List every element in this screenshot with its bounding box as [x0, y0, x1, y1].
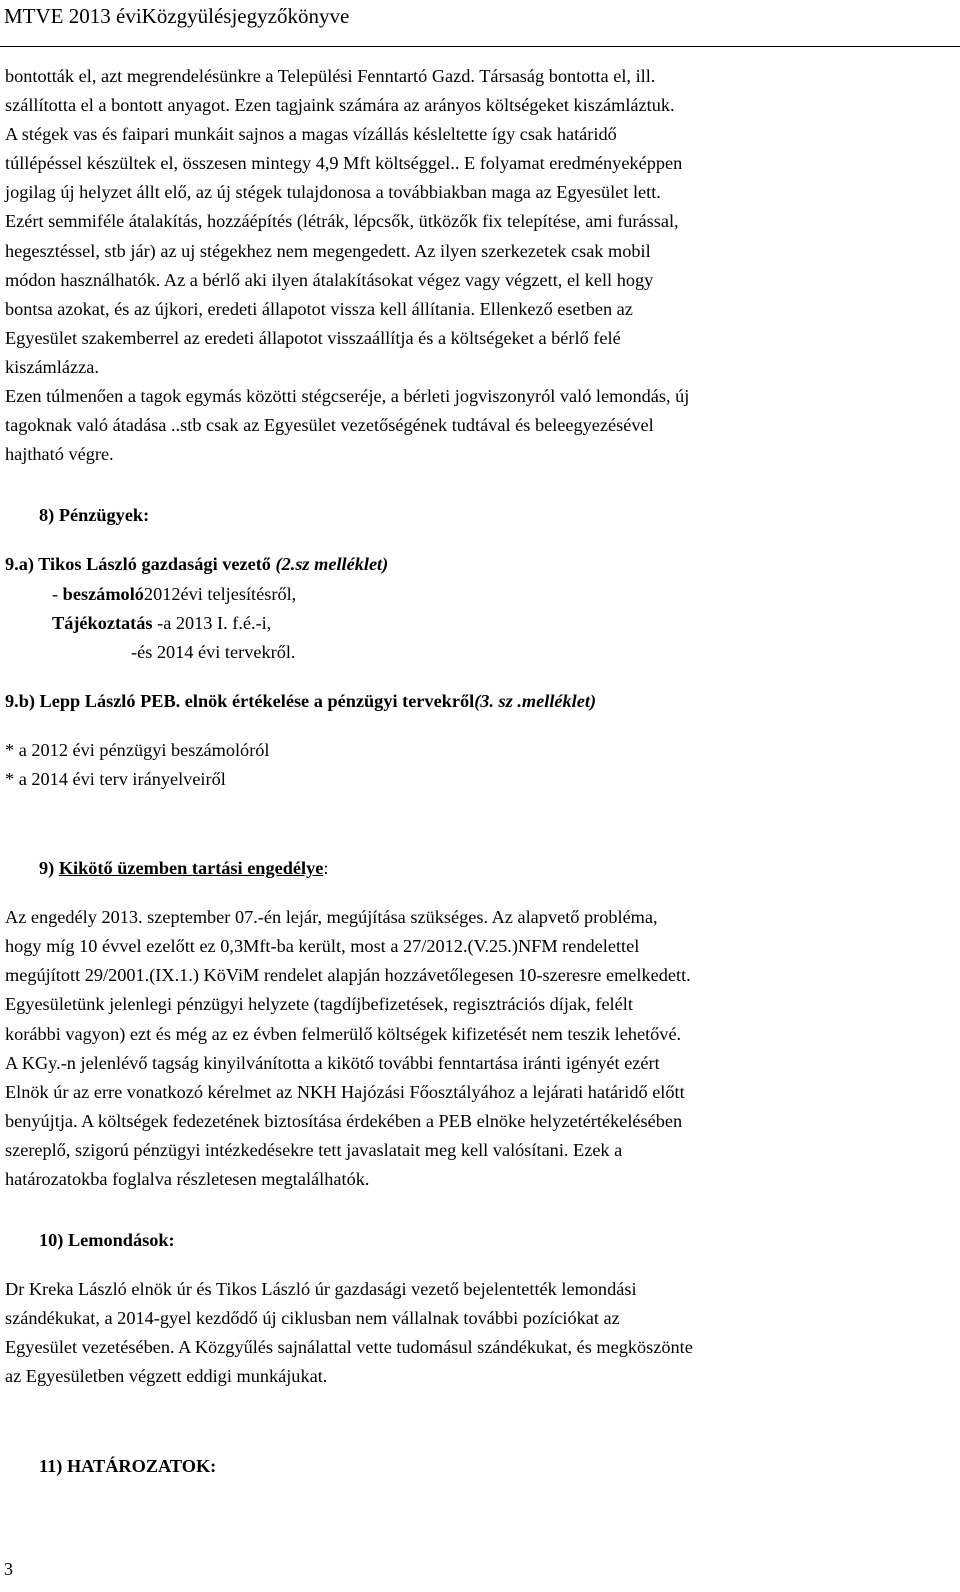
text-line: Ezen túlmenően a tagok egymás közötti stégcseréje, a bérleti jogviszonyról való lemondás, új: [5, 386, 690, 407]
item-9a-line: [5, 580, 949, 609]
text-line: Egyesületünk jelenlegi pénzügyi helyzete (tagdíjbefizetések, regisztrációs díjak, felélt: [5, 994, 633, 1015]
text-line: módon használhatók. Az a bérlő aki ilyen átalakításokat végez vagy végzett, el kell hogy: [5, 269, 654, 290]
header-title: MTVE 2013 éviKözgyülésjegyzőkönyve: [4, 4, 350, 28]
text-line: bontsa azokat, és az újkori, eredeti állapotot vissza kell állítania. Ellenkező esetben az: [5, 298, 633, 319]
bullet-item: * a 2014 évi terv irányelveiről: [5, 768, 226, 789]
document-body: [5, 62, 949, 1481]
item-9a-line: [5, 609, 949, 638]
section-title: Lemondások:: [67, 1230, 175, 1251]
text-line: bontották el, azt megrendelésünkre a Települési Fenntartó Gazd. Társaság bontotta el, ill.: [5, 66, 656, 86]
text-line: Egyesület vezetésében. A Közgyűlés sajnálattal vette tudomásul szándékukat, és megköszönte: [5, 1337, 693, 1358]
line-text: 2012évi teljesítésről,: [143, 583, 297, 604]
text-line: tagoknak való átadása ..stb csak az Egyesület vezetőségének tudtával és beleegyezésével: [5, 415, 654, 436]
text-line: Egyesület szakemberrel az eredeti állapotot visszaállítja és a költségeket a bérlő felé: [5, 327, 621, 348]
spacer: [5, 667, 949, 687]
text-line: szereplő, szigorú pénzügyi intézkedésekre tett javaslatait meg kell valósítani. Ezek a: [5, 1139, 623, 1160]
attachment-ref: (2.sz melléklet): [275, 554, 389, 575]
intro-paragraph: [5, 62, 949, 469]
text-line: kiszámlázza.: [5, 356, 99, 377]
section-title: HATÁROZATOK:: [66, 1455, 217, 1476]
item-9a-heading: [5, 550, 949, 579]
dash-prefix: -: [52, 583, 63, 604]
section-number: 8): [39, 505, 55, 526]
text-line: megújított 29/2001.(IX.1.) KöViM rendelet alapján hozzávetőlegesen 10-szeresre emelkedett.: [5, 965, 691, 986]
text-line: A KGy.-n jelenlévő tagság kinyilvánította a kikötő további fenntartása iránti igényét ezért: [5, 1052, 660, 1073]
spacer: [5, 716, 949, 736]
item-label: 9.b) Lepp László PEB. elnök értékelése a pénzügyi tervekről: [5, 690, 475, 711]
bold-term: beszámoló: [62, 583, 144, 604]
section-number: 10): [39, 1230, 64, 1251]
spacer: [5, 1194, 949, 1226]
section-10-heading: [5, 1226, 949, 1255]
spacer: [5, 1255, 949, 1275]
text-line: Ezért semmiféle átalakítás, hozzáépítés (létrák, lépcsők, ütközők fix telepítése, ami furással,: [5, 211, 679, 232]
text-line: hegesztéssel, stb jár) az uj stégekhez nem megengedett. Az ilyen szerkezetek csak mobil: [5, 240, 651, 261]
section-title: Kikötő üzemben tartási engedélye: [58, 858, 324, 879]
text-line: korábbi vagyon) ezt és még az ez évben felmerülő költségek kifizetését nem teszik lehetővé.: [5, 1023, 682, 1044]
section-11-heading: [5, 1452, 949, 1481]
item-label: 9.a) Tikos László gazdasági vezető: [5, 554, 271, 575]
spacer: [5, 469, 949, 501]
text-line: szándékukat, a 2014-gyel kezdődő új ciklusban nem vállalnak további pozíciókat az: [5, 1308, 620, 1329]
text-line: jogilag új helyzet állt elő, az új stégek tulajdonosa a továbbiakban maga az Egyesület lett.: [5, 182, 661, 203]
spacer: [5, 1392, 949, 1452]
section-9-heading: [5, 854, 949, 883]
section-title: Pénzügyek:: [58, 505, 150, 526]
text-line: Az engedély 2013. szeptember 07.-én lejár, megújítása szükséges. Az alapvető probléma,: [5, 907, 658, 928]
line-text: -a 2013 I. f.é.-i,: [152, 612, 272, 633]
text-line: Elnök úr az erre vonatkozó kérelmet az NKH Hajózási Főosztályához a lejárati határidő előtt: [5, 1081, 685, 1102]
bullet-item: * a 2012 évi pénzügyi beszámolóról: [5, 739, 270, 760]
text-line: benyújtja. A költségek fedezetének biztosítása érdekében a PEB elnöke helyzetértékelésében: [5, 1110, 683, 1131]
header-divider: [0, 46, 960, 47]
spacer: [5, 794, 949, 854]
spacer: [5, 883, 949, 903]
section-colon: :: [323, 858, 329, 879]
section-number: 9): [39, 858, 55, 879]
section-number: 11): [39, 1455, 63, 1476]
document-header: [0, 0, 960, 40]
text-line: hajtható végre.: [5, 444, 114, 465]
text-line: szállította el a bontott anyagot. Ezen tagjaink számára az arányos költségeket kiszámláztuk.: [5, 95, 675, 116]
bold-term: Tájékoztatás: [52, 612, 153, 633]
page-number: 3: [4, 1559, 13, 1579]
text-line: hogy míg 10 évvel ezelőtt ez 0,3Mft-ba került, most a 27/2012.(V.25.)NFM rendelettel: [5, 936, 640, 957]
text-line: Dr Kreka László elnök úr és Tikos László úr gazdasági vezető bejelentették lemondási: [5, 1279, 637, 1300]
section-10-paragraph: [5, 1275, 949, 1391]
text-line: határozatokba foglalva részletesen megtalálhatók.: [5, 1169, 370, 1189]
section-8-heading: [5, 501, 949, 530]
text-line: A stégek vas és faipari munkáit sajnos a magas vízállás késleltette így csak határidő: [5, 124, 617, 145]
spacer: [5, 530, 949, 550]
item-9a-line: -és 2014 évi tervekről.: [131, 641, 296, 662]
section-9-paragraph: [5, 903, 949, 1194]
attachment-ref: (3. sz .melléklet): [474, 690, 597, 711]
item-9b-heading: [5, 687, 949, 716]
text-line: túllépéssel készültek el, összesen mintegy 4,9 Mft költséggel.. E folyamat eredményeképpen: [5, 153, 683, 174]
text-line: az Egyesületben végzett eddigi munkájukat.: [5, 1366, 328, 1387]
